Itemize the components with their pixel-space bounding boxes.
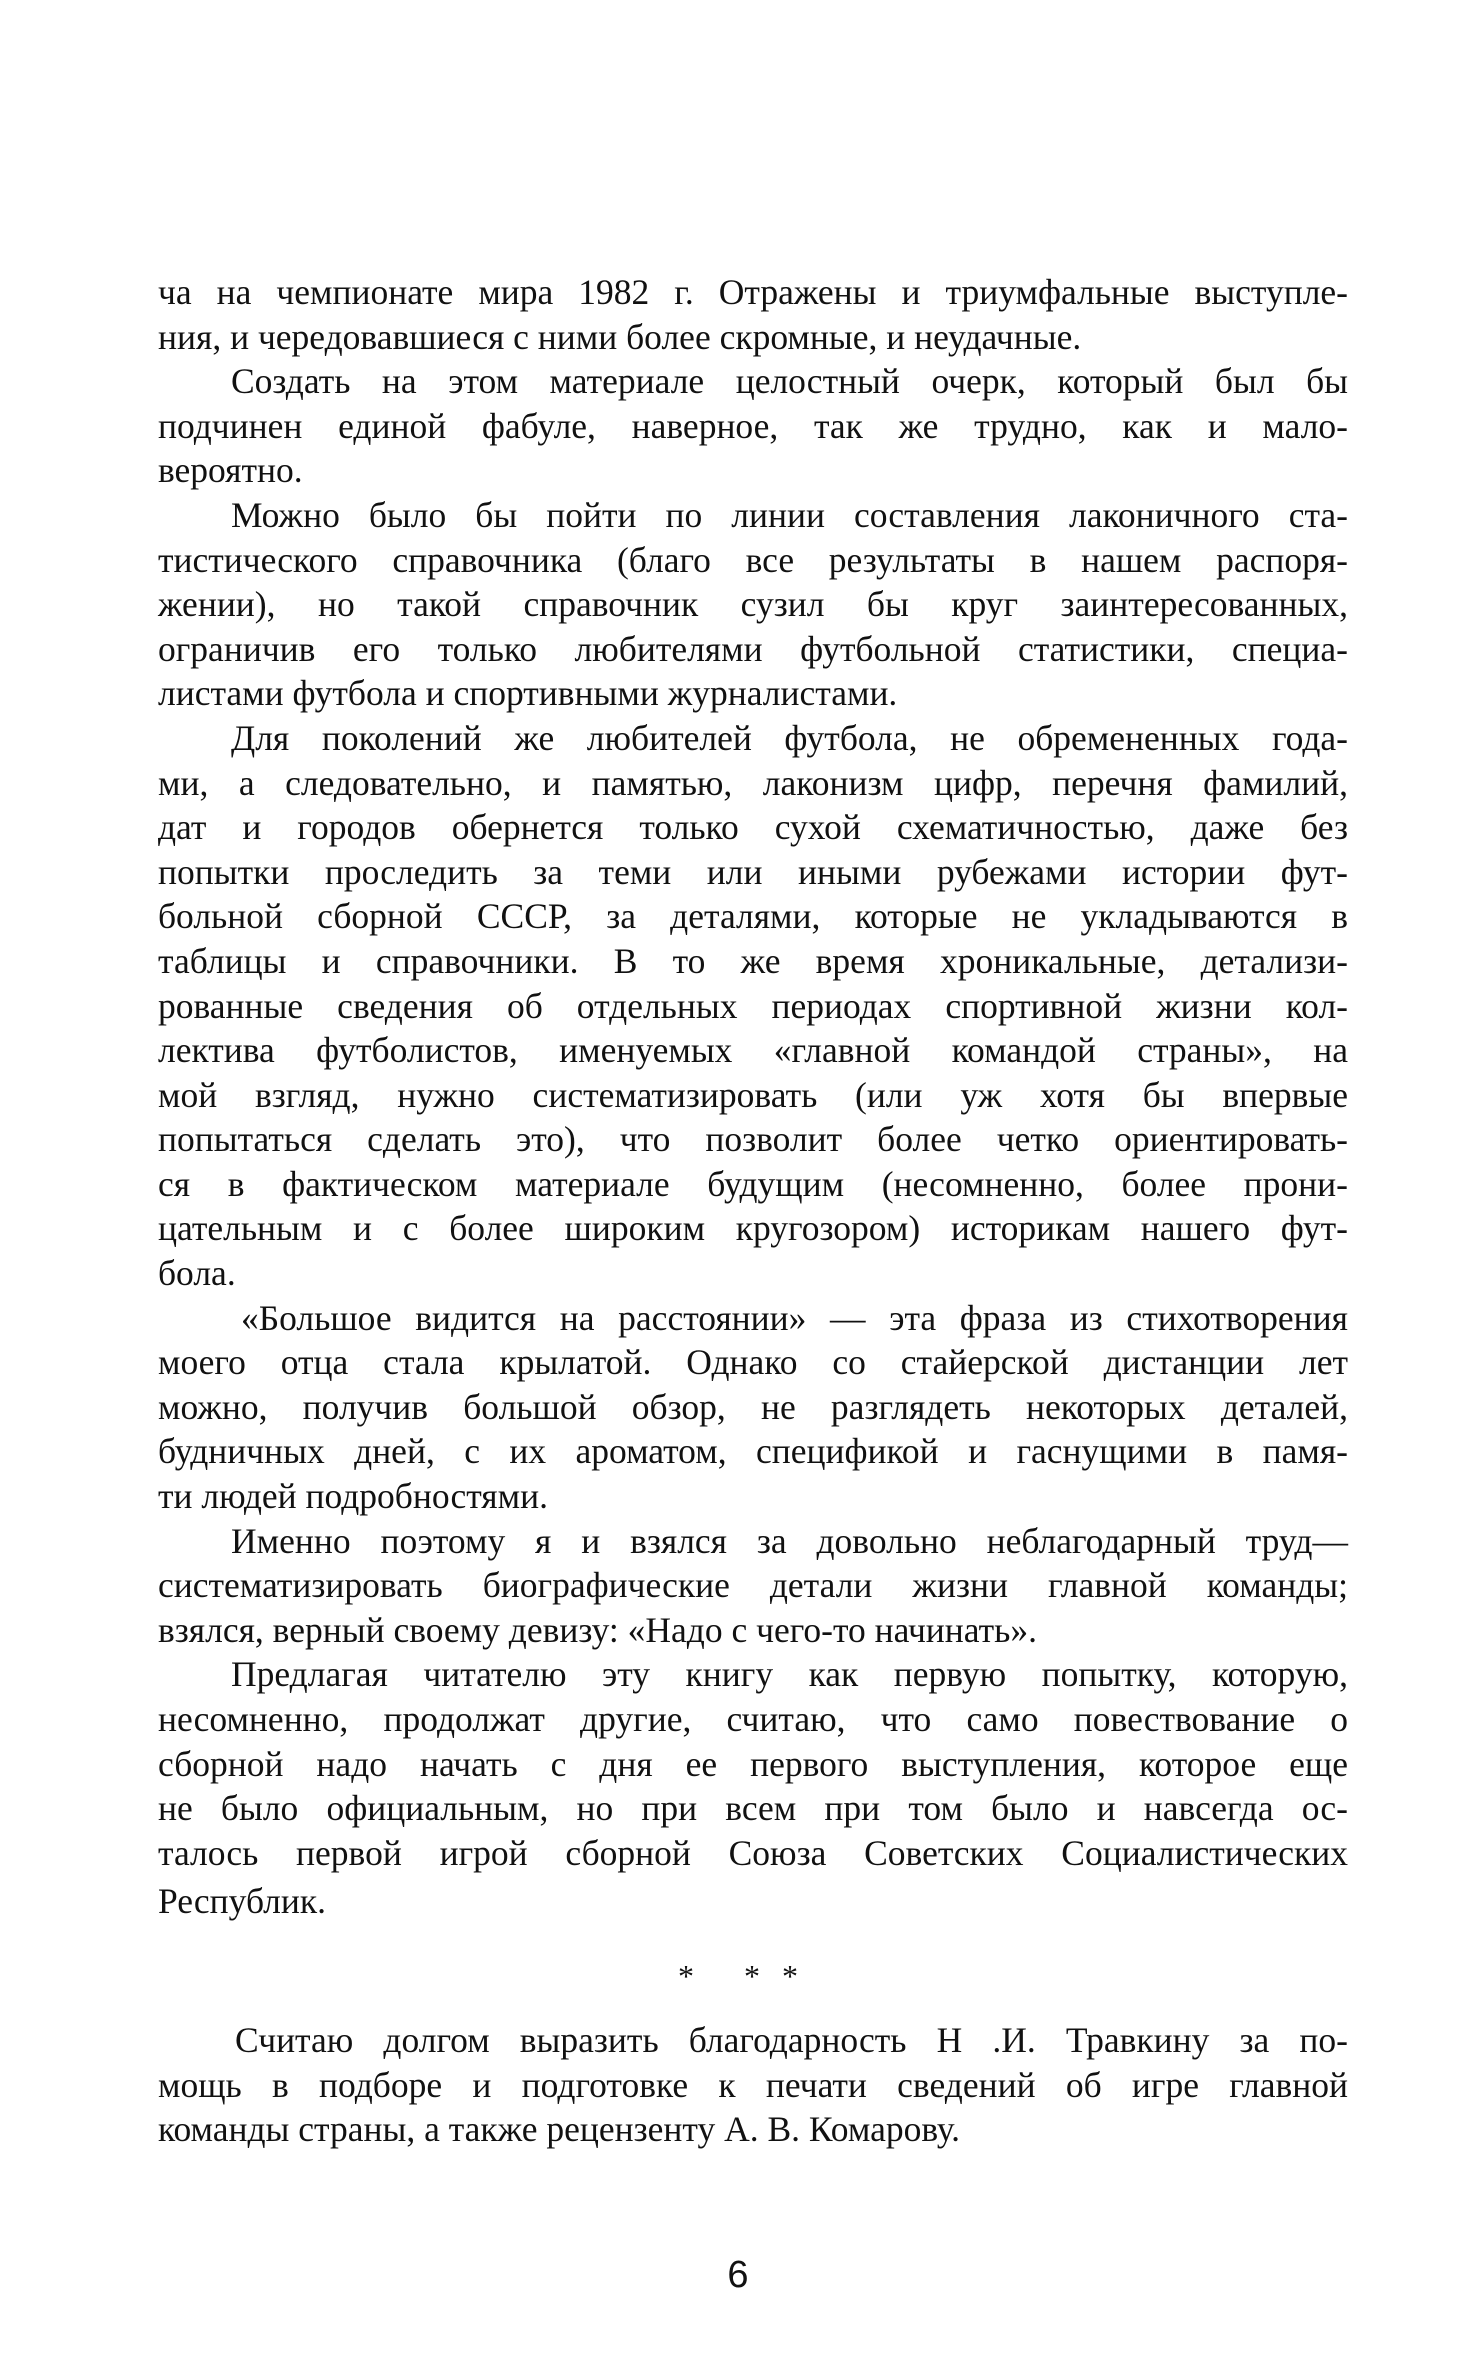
text-line: моего отца стала крылатой. Однако со стайерской дистанции лет bbox=[158, 1342, 1348, 1383]
text-line: жении), но такой справочник сузил бы круг заинтересованных, bbox=[158, 584, 1348, 625]
text-line: ми, а следовательно, и памятью, лаконизм цифр, перечня фамилий, bbox=[158, 762, 1348, 803]
text-line: Можно было бы пойти по линии составления лаконичного ста- bbox=[231, 494, 1348, 535]
text-line: попытаться сделать это), что позволит более четко ориентировать- bbox=[158, 1119, 1348, 1160]
text-line: цательным и с более широким кругозором) историкам нашего фут- bbox=[158, 1208, 1348, 1249]
section-separator bbox=[0, 1958, 1476, 1995]
text-line: ния, и чередовавшиеся с ними более скромные, и неудачные. bbox=[158, 316, 1082, 357]
text-line: попытки проследить за теми или иными рубежами истории фут- bbox=[158, 851, 1348, 892]
text-line: будничных дней, с их ароматом, спецификой и гаснущими в памя- bbox=[158, 1431, 1348, 1472]
text-line: Создать на этом материале целостный очерк, который был бы bbox=[231, 361, 1348, 402]
text-line: «Большое видится на расстоянии» — эта фраза из стихотворения bbox=[241, 1297, 1348, 1338]
text-line: больной сборной СССР, за деталями, которые не укладываются в bbox=[158, 896, 1348, 937]
main-text bbox=[158, 270, 1348, 1924]
text-line: лектива футболистов, именуемых «главной командой страны», на bbox=[158, 1030, 1348, 1071]
text-line: мощь в подборе и подготовке к печати сведений об игре главной bbox=[158, 2064, 1348, 2105]
text-line: можно, получив большой обзор, не разглядеть некоторых деталей, bbox=[158, 1386, 1348, 1427]
text-line: ча на чемпионате мира 1982 г. Отражены и триумфальные выступле- bbox=[158, 272, 1348, 312]
text-line: Для поколений же любителей футбола, не обремененных года- bbox=[231, 717, 1348, 758]
acknowledgement-text bbox=[158, 2018, 1348, 2152]
text-line: Считаю долгом выразить благодарность Н .И. Травкину за по- bbox=[235, 2020, 1348, 2060]
text-line: бола. bbox=[158, 1253, 236, 1294]
text-line: несомненно, продолжат другие, считаю, что само повествование о bbox=[158, 1699, 1348, 1739]
text-line: ти людей подробностями. bbox=[158, 1476, 548, 1517]
separator-star: * bbox=[744, 1958, 760, 1994]
text-line: Республик. bbox=[158, 1881, 326, 1922]
text-line: ограничив его только любителями футбольной статистики, специа- bbox=[158, 628, 1348, 669]
text-line: талось первой игрой сборной Союза Советских Социалистических bbox=[158, 1832, 1348, 1873]
text-line: команды страны, а также рецензенту А. В. Комарову. bbox=[158, 2109, 960, 2150]
text-line: сборной надо начать с дня ее первого выступления, которое еще bbox=[158, 1743, 1348, 1784]
text-line: систематизировать биографические детали жизни главной команды; bbox=[158, 1565, 1348, 1606]
text-line: листами футбола и спортивными журналистами. bbox=[158, 673, 898, 714]
text-line: рованные сведения об отдельных периодах спортивной жизни кол- bbox=[158, 985, 1348, 1026]
text-line: взялся, верный своему девизу: «Надо с чего-то начинать». bbox=[158, 1609, 1037, 1650]
separator-star: * bbox=[782, 1958, 798, 1994]
text-line: не было официальным, но при всем при том было и навсегда ос- bbox=[158, 1788, 1348, 1829]
text-line: дат и городов обернется только сухой схематичностью, даже без bbox=[158, 807, 1348, 848]
text-line: подчинен единой фабуле, наверное, так же трудно, как и мало- bbox=[158, 405, 1348, 446]
text-line: Предлагая читателю эту книгу как первую попытку, которую, bbox=[231, 1654, 1348, 1695]
text-line: вероятно. bbox=[158, 450, 303, 491]
text-line: Именно поэтому я и взялся за довольно неблагодарный труд— bbox=[231, 1520, 1348, 1561]
text-line: тистического справочника (благо все результаты в нашем распоря- bbox=[158, 539, 1348, 580]
separator-star: * bbox=[678, 1958, 694, 1994]
page-number: 6 bbox=[727, 2254, 749, 2296]
text-line: таблицы и справочники. В то же время хроникальные, детализи- bbox=[158, 940, 1348, 981]
text-line: мой взгляд, нужно систематизировать (или уж хотя бы впервые bbox=[158, 1074, 1348, 1115]
text-line: ся в фактическом материале будущим (несомненно, более прони- bbox=[158, 1163, 1348, 1204]
